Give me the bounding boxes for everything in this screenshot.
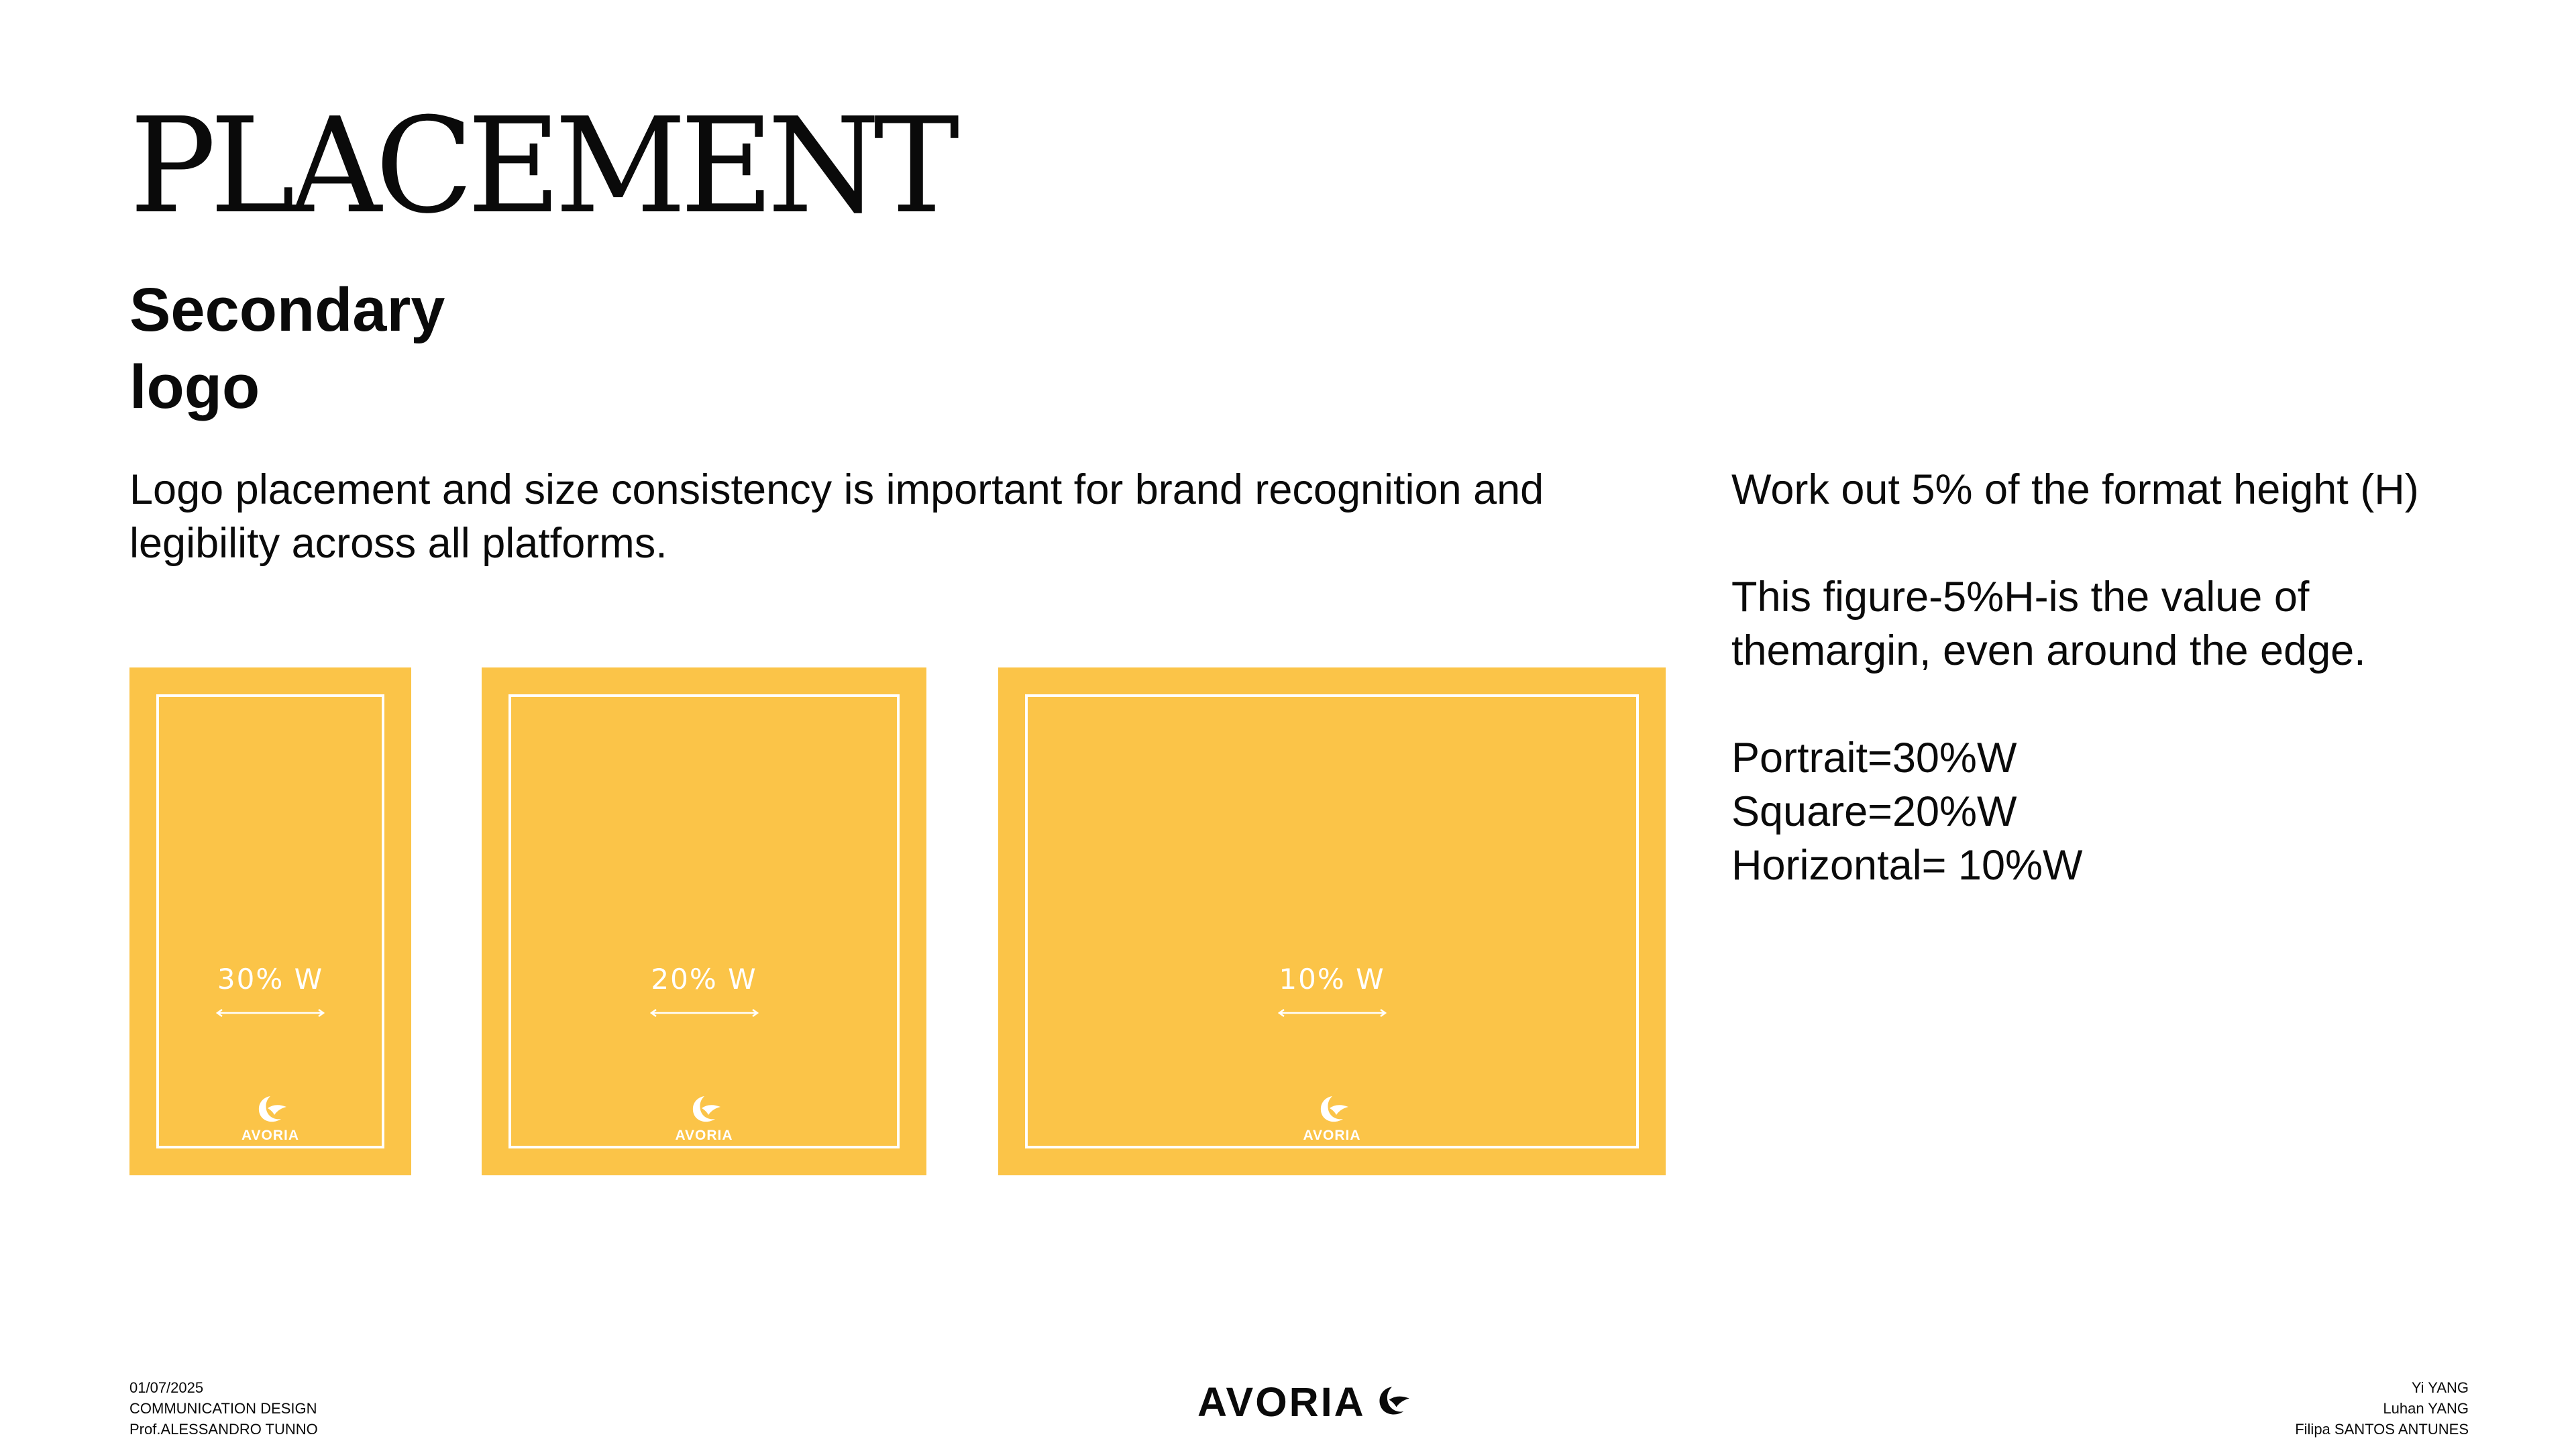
arrow-double-icon xyxy=(215,1008,325,1018)
section-subtitle xyxy=(129,272,445,426)
subtitle-line-1: Secondary xyxy=(129,276,445,344)
guideline-notes xyxy=(1731,463,2510,892)
margin-frame xyxy=(508,694,900,1148)
note-square: Square=20%W xyxy=(1731,788,2017,835)
brand-wordmark: AVORIA xyxy=(1197,1379,1366,1425)
brand-logo xyxy=(1197,1379,1414,1425)
portrait-format-card xyxy=(129,667,411,1175)
arrow-double-icon xyxy=(1277,1008,1387,1018)
square-format-card xyxy=(482,667,926,1175)
note-format-height: Work out 5% of the format height (H) xyxy=(1731,466,2419,513)
note-portrait: Portrait=30%W xyxy=(1731,735,2017,782)
logo-width-label: 30% W xyxy=(217,963,324,996)
bird-moon-icon xyxy=(1370,1384,1414,1420)
page-title: PLACEMENT xyxy=(129,90,953,243)
secondary-logo xyxy=(664,1093,745,1147)
margin-frame xyxy=(156,694,384,1148)
note-margin: This figure-5%H-is the value of themargin, even around the edge. xyxy=(1731,574,2366,674)
logo-wordmark: AVORIA xyxy=(241,1128,300,1143)
bird-moon-icon xyxy=(684,1093,724,1127)
bird-moon-icon xyxy=(250,1093,290,1127)
margin-frame xyxy=(1025,694,1639,1148)
footer-author-1: Yi YANG xyxy=(2411,1379,2469,1396)
footer-date: 01/07/2025 xyxy=(129,1379,204,1396)
secondary-logo xyxy=(1292,1093,1373,1147)
footer-authors xyxy=(2295,1377,2469,1440)
footer-course-info xyxy=(129,1377,318,1440)
intro-paragraph: Logo placement and size consistency is important for brand recognition and legibility across all platforms. xyxy=(129,466,1544,567)
bird-moon-icon xyxy=(1312,1093,1352,1127)
subtitle-line-2: logo xyxy=(129,353,260,421)
logo-width-label: 20% W xyxy=(651,963,757,996)
arrow-double-icon xyxy=(649,1008,759,1018)
note-horizontal: Horizontal= 10%W xyxy=(1731,842,2083,889)
footer-course: COMMUNICATION DESIGN xyxy=(129,1400,317,1417)
footer-author-2: Luhan YANG xyxy=(2383,1400,2469,1417)
footer-author-3: Filipa SANTOS ANTUNES xyxy=(2295,1421,2469,1438)
secondary-logo xyxy=(230,1093,311,1147)
logo-width-label: 10% W xyxy=(1279,963,1385,996)
footer-professor: Prof.ALESSANDRO TUNNO xyxy=(129,1421,318,1438)
logo-wordmark: AVORIA xyxy=(675,1128,733,1143)
horizontal-format-card xyxy=(998,667,1666,1175)
logo-wordmark: AVORIA xyxy=(1303,1128,1361,1143)
